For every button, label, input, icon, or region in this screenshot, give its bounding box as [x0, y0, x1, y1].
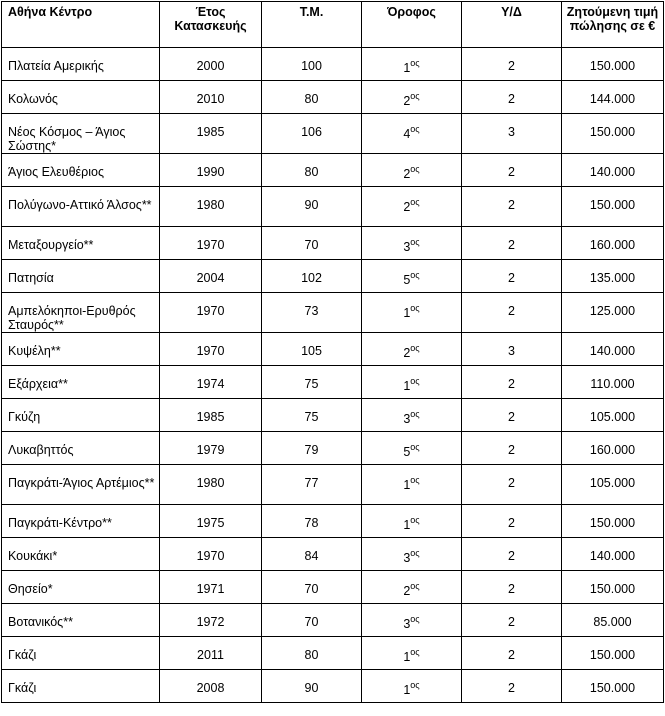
cell-sqm: 84: [262, 538, 362, 571]
floor-suffix: ος: [410, 237, 420, 247]
cell-rooms: 3: [462, 333, 562, 366]
cell-price: 150.000: [562, 114, 664, 154]
floor-number: 5: [403, 445, 411, 459]
cell-rooms: 2: [462, 48, 562, 81]
floor-suffix: ος: [410, 442, 420, 452]
cell-rooms: 2: [462, 505, 562, 538]
floor-suffix: ος: [410, 343, 420, 353]
floor-suffix: ος: [410, 58, 420, 68]
cell-price: 140.000: [562, 538, 664, 571]
cell-price: 110.000: [562, 366, 664, 399]
cell-year: 1972: [160, 604, 262, 637]
cell-floor: [362, 187, 462, 227]
header-year: Έτος Κατασκευής: [160, 2, 262, 48]
cell-floor: [362, 432, 462, 465]
table-row: [2, 432, 664, 465]
listings-table: [1, 1, 664, 703]
cell-year: 2008: [160, 670, 262, 703]
cell-floor: [362, 571, 462, 604]
table-row: [2, 538, 664, 571]
floor-number: 2: [403, 584, 411, 598]
floor-number: 3: [403, 551, 411, 565]
cell-price: 105.000: [562, 465, 664, 505]
cell-sqm: 73: [262, 293, 362, 333]
cell-year: 1980: [160, 187, 262, 227]
cell-sqm: 79: [262, 432, 362, 465]
cell-floor: [362, 333, 462, 366]
floor-number: 4: [403, 127, 411, 141]
table-row: [2, 399, 664, 432]
cell-year: 1970: [160, 538, 262, 571]
cell-floor: [362, 81, 462, 114]
cell-area: Θησείο*: [2, 571, 160, 604]
cell-floor: [362, 670, 462, 703]
floor-suffix: ος: [410, 548, 420, 558]
floor-suffix: ος: [410, 376, 420, 386]
cell-sqm: 75: [262, 366, 362, 399]
cell-year: 1970: [160, 227, 262, 260]
cell-price: 125.000: [562, 293, 664, 333]
floor-suffix: ος: [410, 581, 420, 591]
floor-number: 2: [403, 346, 411, 360]
cell-sqm: 105: [262, 333, 362, 366]
cell-price: 144.000: [562, 81, 664, 114]
table-row: [2, 293, 664, 333]
table-row: [2, 604, 664, 637]
table-row: [2, 637, 664, 670]
cell-price: 105.000: [562, 399, 664, 432]
floor-number: 2: [403, 167, 411, 181]
table-row: [2, 187, 664, 227]
cell-sqm: 70: [262, 227, 362, 260]
floor-number: 1: [403, 518, 411, 532]
floor-number: 1: [403, 683, 411, 697]
floor-number: 1: [403, 650, 411, 664]
floor-suffix: ος: [410, 197, 420, 207]
cell-sqm: 102: [262, 260, 362, 293]
floor-suffix: ος: [410, 270, 420, 280]
cell-year: 1990: [160, 154, 262, 187]
cell-rooms: 2: [462, 399, 562, 432]
table-body: [2, 48, 664, 703]
cell-year: 1975: [160, 505, 262, 538]
cell-sqm: 80: [262, 637, 362, 670]
table-row: [2, 260, 664, 293]
cell-rooms: 2: [462, 465, 562, 505]
cell-year: 2010: [160, 81, 262, 114]
cell-price: 150.000: [562, 670, 664, 703]
cell-rooms: 2: [462, 670, 562, 703]
cell-rooms: 2: [462, 260, 562, 293]
cell-price: 160.000: [562, 432, 664, 465]
cell-floor: [362, 604, 462, 637]
floor-number: 2: [403, 94, 411, 108]
cell-year: 2011: [160, 637, 262, 670]
floor-number: 3: [403, 617, 411, 631]
floor-suffix: ος: [410, 409, 420, 419]
cell-rooms: 2: [462, 293, 562, 333]
table-row: [2, 366, 664, 399]
cell-area: Μεταξουργείο**: [2, 227, 160, 260]
floor-suffix: ος: [410, 475, 420, 485]
table-row: [2, 48, 664, 81]
cell-price: 150.000: [562, 505, 664, 538]
cell-area: Βοτανικός**: [2, 604, 160, 637]
cell-year: 1985: [160, 114, 262, 154]
floor-number: 3: [403, 240, 411, 254]
cell-floor: [362, 154, 462, 187]
cell-rooms: 2: [462, 637, 562, 670]
cell-sqm: 90: [262, 670, 362, 703]
cell-sqm: 106: [262, 114, 362, 154]
cell-floor: [362, 366, 462, 399]
cell-area: Πολύγωνο-Αττικό Άλσος**: [2, 187, 160, 227]
cell-year: 1974: [160, 366, 262, 399]
cell-floor: [362, 637, 462, 670]
header-row: [2, 2, 664, 48]
cell-year: 1979: [160, 432, 262, 465]
table-row: [2, 505, 664, 538]
floor-suffix: ος: [410, 515, 420, 525]
cell-area: Παγκράτι-Άγιος Αρτέμιος**: [2, 465, 160, 505]
floor-suffix: ος: [410, 647, 420, 657]
table-row: [2, 333, 664, 366]
cell-area: Κολωνός: [2, 81, 160, 114]
cell-floor: [362, 505, 462, 538]
floor-suffix: ος: [410, 124, 420, 134]
floor-number: 3: [403, 412, 411, 426]
cell-floor: [362, 399, 462, 432]
cell-price: 140.000: [562, 333, 664, 366]
cell-floor: [362, 114, 462, 154]
floor-suffix: ος: [410, 303, 420, 313]
cell-price: 85.000: [562, 604, 664, 637]
cell-area: Γκύζη: [2, 399, 160, 432]
floor-number: 1: [403, 478, 411, 492]
cell-price: 160.000: [562, 227, 664, 260]
cell-floor: [362, 48, 462, 81]
cell-rooms: 3: [462, 114, 562, 154]
cell-area: Παγκράτι-Κέντρο**: [2, 505, 160, 538]
table-row: [2, 465, 664, 505]
table-row: [2, 227, 664, 260]
floor-suffix: ος: [410, 164, 420, 174]
cell-year: 1980: [160, 465, 262, 505]
cell-rooms: 2: [462, 81, 562, 114]
table-row: [2, 670, 664, 703]
cell-year: 1985: [160, 399, 262, 432]
floor-suffix: ος: [410, 91, 420, 101]
cell-sqm: 100: [262, 48, 362, 81]
cell-rooms: 2: [462, 187, 562, 227]
cell-sqm: 70: [262, 604, 362, 637]
header-sqm: Τ.Μ.: [262, 2, 362, 48]
cell-sqm: 80: [262, 154, 362, 187]
cell-year: 2000: [160, 48, 262, 81]
header-rooms: Υ/Δ: [462, 2, 562, 48]
cell-price: 150.000: [562, 187, 664, 227]
cell-rooms: 2: [462, 366, 562, 399]
cell-area: Γκάζι: [2, 637, 160, 670]
table-row: [2, 81, 664, 114]
cell-rooms: 2: [462, 604, 562, 637]
cell-rooms: 2: [462, 154, 562, 187]
cell-area: Πλατεία Αμερικής: [2, 48, 160, 81]
cell-year: 1970: [160, 293, 262, 333]
floor-number: 1: [403, 379, 411, 393]
cell-floor: [362, 227, 462, 260]
cell-year: 1971: [160, 571, 262, 604]
cell-area: Πατησία: [2, 260, 160, 293]
cell-area: Λυκαβηττός: [2, 432, 160, 465]
table-row: [2, 114, 664, 154]
floor-number: 2: [403, 200, 411, 214]
cell-sqm: 78: [262, 505, 362, 538]
floor-suffix: ος: [410, 680, 420, 690]
cell-sqm: 90: [262, 187, 362, 227]
cell-year: 2004: [160, 260, 262, 293]
floor-number: 5: [403, 273, 411, 287]
cell-year: 1970: [160, 333, 262, 366]
cell-area: Γκάζι: [2, 670, 160, 703]
cell-area: Αμπελόκηποι-Ερυθρός Σταυρός**: [2, 293, 160, 333]
cell-area: Νέος Κόσμος – Άγιος Σώστης*: [2, 114, 160, 154]
cell-area: Άγιος Ελευθέριος: [2, 154, 160, 187]
cell-area: Κυψέλη**: [2, 333, 160, 366]
cell-floor: [362, 538, 462, 571]
cell-sqm: 75: [262, 399, 362, 432]
table-row: [2, 571, 664, 604]
cell-area: Εξάρχεια**: [2, 366, 160, 399]
table-row: [2, 154, 664, 187]
cell-price: 150.000: [562, 637, 664, 670]
cell-floor: [362, 293, 462, 333]
header-price: Ζητούμενη τιμή πώλησης σε €: [562, 2, 664, 48]
floor-suffix: ος: [410, 614, 420, 624]
cell-sqm: 70: [262, 571, 362, 604]
cell-price: 140.000: [562, 154, 664, 187]
cell-sqm: 77: [262, 465, 362, 505]
cell-price: 135.000: [562, 260, 664, 293]
floor-number: 1: [403, 61, 411, 75]
cell-rooms: 2: [462, 432, 562, 465]
header-floor: Όροφος: [362, 2, 462, 48]
cell-price: 150.000: [562, 48, 664, 81]
cell-rooms: 2: [462, 538, 562, 571]
floor-number: 1: [403, 306, 411, 320]
cell-floor: [362, 465, 462, 505]
cell-floor: [362, 260, 462, 293]
cell-area: Κουκάκι*: [2, 538, 160, 571]
cell-sqm: 80: [262, 81, 362, 114]
cell-rooms: 2: [462, 227, 562, 260]
cell-rooms: 2: [462, 571, 562, 604]
header-area: Αθήνα Κέντρο: [2, 2, 160, 48]
cell-price: 150.000: [562, 571, 664, 604]
